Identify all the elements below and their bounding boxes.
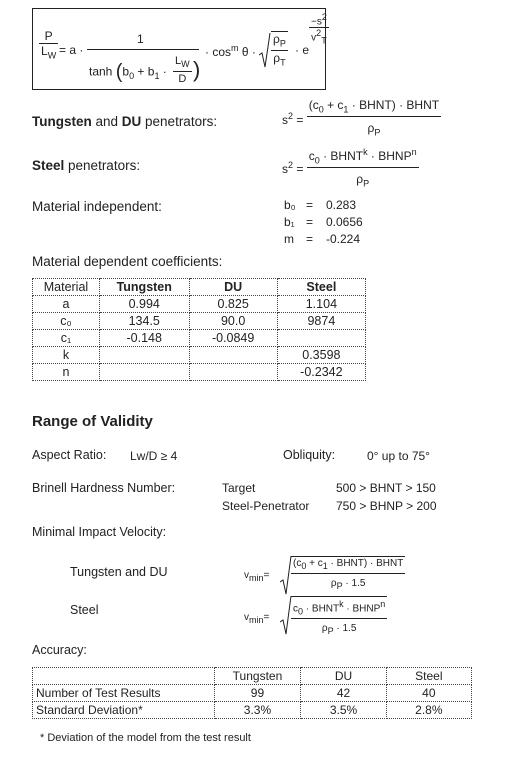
cell-steel: 0.3598 (277, 347, 365, 364)
lw: L (175, 55, 182, 67)
vmin-st-c0: c (293, 603, 298, 615)
num-rest: · BHNT) · BHNT (348, 98, 440, 112)
vmin-tungsten-du-label: Tungsten and DU (70, 565, 168, 579)
equals-a: = a · (59, 43, 84, 57)
steel-den-rho-sub: P (363, 178, 370, 189)
cell-du: 42 (301, 685, 386, 702)
header-material: Material (33, 279, 100, 296)
vmin-td-plus: + c (306, 558, 323, 569)
brinell-label: Brinell Hardness Number: (32, 481, 176, 495)
cell-tungsten (99, 364, 189, 381)
rho-p: ρ (273, 32, 280, 46)
steel-c0-sub: 0 (314, 155, 320, 166)
min-velocity-label: Minimal Impact Velocity: (32, 525, 167, 539)
aspect-ratio-value: Lw/D ≥ 4 (130, 449, 178, 463)
accuracy-footnote: * Deviation of the model from the test result (40, 732, 251, 744)
range-of-validity-title: Range of Validity (32, 413, 153, 430)
b1-eq: = (306, 215, 314, 229)
steel-bhnp: · BHNP (367, 149, 412, 163)
row-label: Standard Deviation* (33, 702, 215, 719)
cell-tungsten: -0.148 (99, 330, 189, 347)
b1-symbol: b₁ (284, 215, 295, 229)
cell-steel: 9874 (277, 313, 365, 330)
cell-steel (277, 330, 365, 347)
b0-symbol: b₀ (284, 198, 296, 212)
num-c0: (c (308, 98, 319, 112)
cell-tungsten: 99 (214, 685, 301, 702)
steel-n: n (411, 147, 417, 157)
row-label: c₁ (33, 330, 100, 347)
target-label: Target (222, 481, 256, 495)
b0-row (284, 198, 363, 215)
s: s (282, 112, 288, 127)
b1-row (284, 215, 363, 232)
m-symbol: m (284, 232, 294, 246)
cell-du: -0.0849 (189, 330, 277, 347)
tungsten-du-label (32, 114, 217, 129)
steel-den-rho: ρ (356, 172, 364, 187)
accuracy-header-steel: Steel (386, 668, 471, 685)
header-du: DU (189, 279, 277, 296)
tungsten-du-formula (282, 98, 441, 140)
exp-denominator: v (311, 32, 317, 44)
row-label: n (33, 364, 100, 381)
steel-bold: Steel (32, 158, 65, 173)
m-eq: = (306, 232, 314, 246)
material-independent-values (284, 198, 363, 249)
b0-eq: = (306, 198, 314, 212)
m-value: -0.224 (326, 232, 361, 246)
row-label: a (33, 296, 100, 313)
vmin-st-bhnp: · BHNP (343, 603, 381, 615)
lw-over-d (173, 54, 192, 86)
steel-c0: c (308, 149, 315, 163)
d: D (178, 73, 187, 86)
table-row (33, 685, 472, 702)
rho-t-sub: T (280, 57, 286, 68)
s-sup: 2 (288, 110, 294, 121)
vmin-steel: v (244, 612, 249, 623)
steel-bhnt: · BHNT (319, 149, 364, 163)
cell-tungsten (99, 347, 189, 364)
exp-numerator: −s (311, 16, 322, 28)
vmin-st-bhnt: · BHNT (303, 603, 340, 615)
exponent-fraction (309, 12, 329, 47)
b0-value: 0.283 (326, 198, 357, 212)
exp-numerator-sup: 2 (321, 12, 327, 22)
cell-steel: 1.104 (277, 296, 365, 313)
cell-tungsten: 134.5 (99, 313, 189, 330)
table-row (33, 364, 366, 381)
vmin-td-c1-sub: 1 (322, 561, 328, 571)
vmin-td-den-rho: ρ (330, 578, 337, 589)
cell-tungsten: 3.3% (214, 702, 301, 719)
exp-denominator-sup: 2 (316, 28, 322, 39)
header-steel: Steel (277, 279, 365, 296)
tanh-label: tanh (89, 64, 113, 79)
rho-t: ρ (273, 51, 281, 66)
main-formula (32, 8, 326, 90)
table-row (33, 347, 366, 364)
row-label: Number of Test Results (33, 685, 215, 702)
vmin-td-c0: (c (293, 558, 302, 569)
den-rho-sub: P (374, 127, 381, 138)
cell-steel: -0.2342 (277, 364, 365, 381)
table-row (33, 296, 366, 313)
material-independent-label: Material independent: (32, 199, 162, 214)
tungsten-bold: Tungsten (32, 114, 92, 129)
lw-sub: W (181, 59, 190, 70)
aspect-ratio-label: Aspect Ratio: (32, 448, 107, 462)
cell-steel: 40 (386, 685, 471, 702)
equals: = (296, 112, 304, 127)
lhs-denominator-sub: W (47, 50, 57, 61)
den-rho: ρ (367, 121, 375, 136)
rho-p-sub: P (279, 38, 286, 49)
accuracy-header-tungsten: Tungsten (214, 668, 301, 685)
cell-du: 0.825 (189, 296, 277, 313)
steel-k: k (363, 147, 368, 157)
num-c1-sub: 1 (343, 104, 349, 115)
vmin-steel-sub: min (249, 615, 264, 625)
steel-penetrators-text: penetrators: (64, 158, 141, 173)
accuracy-label: Accuracy: (32, 643, 87, 657)
num-plus-c1: + c (323, 98, 344, 112)
table-row (33, 313, 366, 330)
accuracy-header-row (33, 668, 472, 685)
cell-du: 90.0 (189, 313, 277, 330)
dot: · (162, 64, 167, 79)
vmin-td-rest: · BHNT) · BHNT (327, 558, 404, 569)
steel-formula (282, 145, 419, 191)
du-bold: DU (121, 114, 142, 129)
steel-label (32, 158, 140, 173)
vmin-eq: = (263, 570, 270, 581)
target-value: 500 > BHNT > 150 (336, 481, 436, 495)
cell-steel: 2.8% (386, 702, 471, 719)
vmin-st-den-rho: ρ (321, 623, 328, 635)
cos-label: · cos (205, 45, 232, 59)
exp-denominator-sub: T (321, 35, 327, 46)
lhs-numerator: P (44, 29, 53, 43)
material-dependent-label: Material dependent coefficients: (32, 254, 223, 269)
b0-sub: 0 (129, 71, 135, 82)
vmin-steel-eq: = (263, 612, 270, 623)
obliquity-label: Obliquity: (283, 448, 336, 462)
row-label: k (33, 347, 100, 364)
steel-penetrator-value: 750 > BHNP > 200 (336, 499, 437, 513)
theta: θ · (241, 45, 256, 59)
dot-e: · e (295, 43, 310, 57)
vmin-st-k: k (339, 599, 344, 609)
and-text: and (91, 114, 122, 129)
table-row (33, 330, 366, 347)
plus-b1: + b (137, 64, 155, 79)
table-row (33, 702, 472, 719)
vmin-td-den-rest: · 1.5 (342, 578, 366, 589)
cell-du (189, 364, 277, 381)
m-row (284, 232, 363, 249)
vmin-st-den-sub: P (327, 626, 334, 637)
accuracy-header-blank (33, 668, 215, 685)
one-numerator: 1 (137, 32, 144, 46)
vmin-td-c0-sub: 0 (301, 561, 307, 571)
cell-du: 3.5% (301, 702, 386, 719)
steel-s: s (282, 161, 288, 176)
vmin-st-den-rest: · 1.5 (333, 623, 357, 635)
vmin: v (244, 570, 249, 581)
header-tungsten: Tungsten (99, 279, 189, 296)
vmin-steel-label: Steel (70, 603, 99, 617)
b0: b (122, 64, 130, 79)
cell-tungsten: 0.994 (99, 296, 189, 313)
steel-equals: = (296, 161, 304, 176)
vmin-st-n: n (380, 599, 386, 609)
table-header-row (33, 279, 366, 296)
obliquity-value: 0° up to 75° (367, 449, 430, 463)
lhs-fraction (39, 29, 58, 62)
lhs-denominator: L (41, 44, 48, 58)
row-label: c₀ (33, 313, 100, 330)
cell-du (189, 347, 277, 364)
tanh-expression: $\tanh (b_0 + b_1$ · (89, 61, 167, 83)
vmin-td-den-sub: P (336, 581, 343, 591)
steel-penetrator-label: Steel-Penetrator (222, 499, 310, 513)
b1-value: 0.0656 (326, 215, 363, 229)
coefficients-table (32, 278, 366, 381)
vmin-sub: min (249, 573, 264, 583)
cos-exponent: m (231, 43, 239, 53)
close-paren: ) (193, 57, 201, 82)
steel-s-sup: 2 (288, 159, 294, 170)
accuracy-header-du: DU (301, 668, 386, 685)
num-c0-sub: 0 (318, 104, 324, 115)
b1-sub: 1 (154, 71, 160, 82)
penetrators-text: penetrators: (141, 114, 218, 129)
accuracy-table (32, 667, 472, 719)
vmin-st-c0-sub: 0 (298, 606, 304, 617)
